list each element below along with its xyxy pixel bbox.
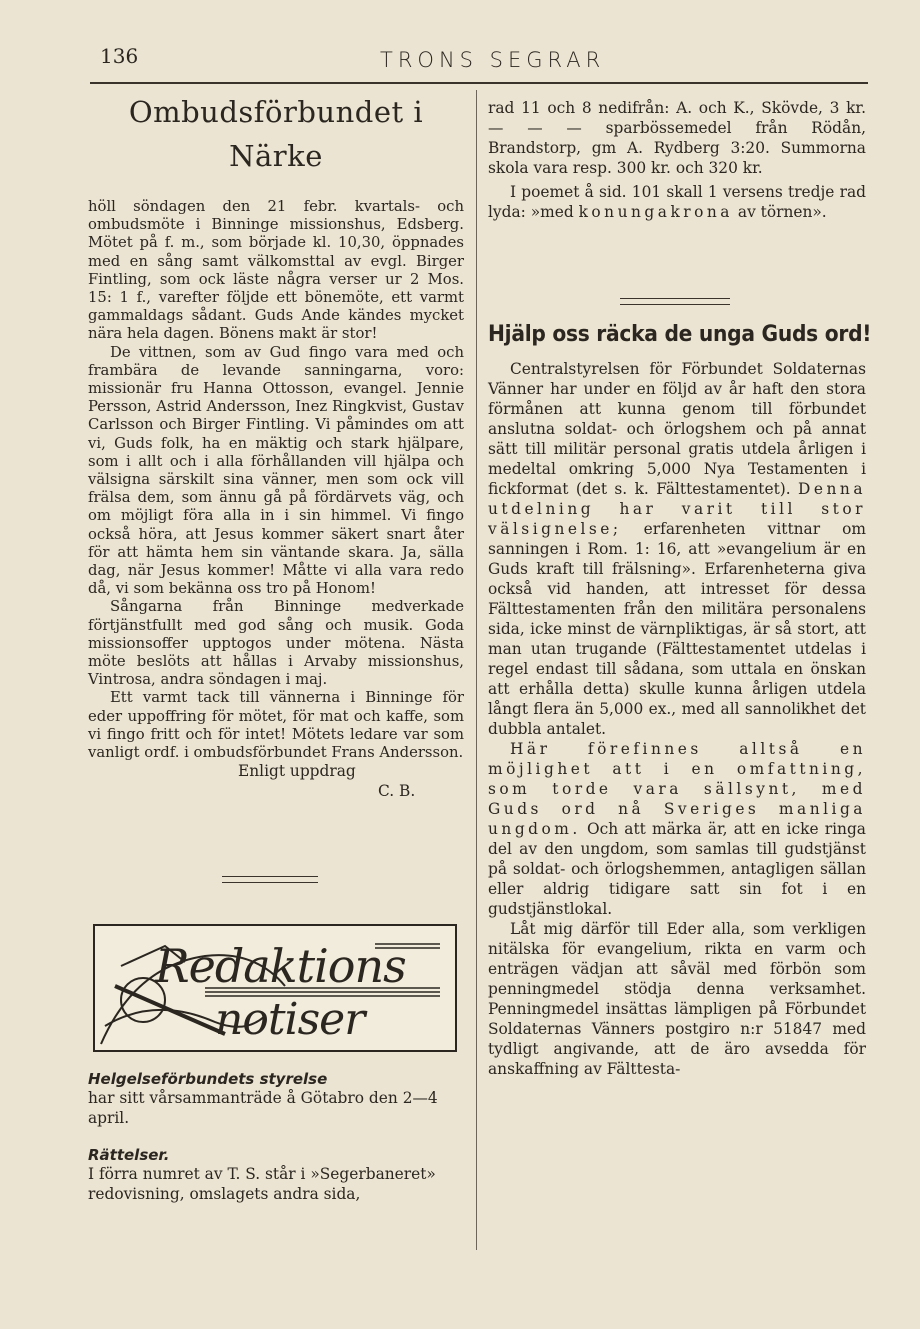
- notice-text: har sitt vårsammanträde å Götabro den 2—4 april.: [88, 1089, 438, 1127]
- article-paragraph: Här förefinnes alltså en möjlighet att i en omfattning, som torde vara sällsynt, med Guds ord nå Sveriges manliga ungdom. Och att märka är, att en icke ringa del av den ungdom, som samlas till gudstjänst på soldat- och örlogshemmen, antagligen sällan eller aldrig tidigare satt sin fot i en gudstjänstlokal.: [488, 740, 866, 918]
- article-paragraph: Låt mig därför till Eder alla, som verkligen nitälska för evangelium, rikta en varm och enträgen vädjan att såväl med förbön som penningmedel stödja denna verksamhet. Penningmedel insättas lämpligen på Förbundet Soldaternas Vänners postgiro n:r 51847 med tydligt angivande, att de äro avsedda för anskaffning av Fälttesta-: [488, 920, 866, 1078]
- article-title-line1: Ombudsförbundet i: [128, 95, 424, 129]
- notice-text: I förra numret av T. S. står i »Segerbaneret» redovisning, omslagets andra sida,: [88, 1165, 436, 1203]
- article-signoff: [88, 762, 464, 802]
- notice-title: Rättelser.: [88, 1146, 170, 1164]
- editorial-notes-banner: [93, 924, 457, 1052]
- left-column: [88, 90, 464, 802]
- article-paragraph: Sångarna från Binninge medverkade förtjänstfullt med god sång och musik. Goda missionsoffer upptogos under mötena. Nästa möte beslöts att hållas i Arvaby missionshus, Vintrosa, andra söndagen i maj.: [88, 598, 464, 689]
- article-paragraph: höll söndagen den 21 febr. kvartals- och ombudsmöte i Binninge missionshus, Edsberg. Mötet på f. m., som började kl. 10,30, öppnades med en sång samt välkomsttal av evgl. Birger Fintling, som ock läste några verser ur 2 Mos. 15: 1 f., varefter följde ett bönemöte, ett varmt gammaldags sådant. Guds Ande kändes mycket nära hela dagen. Bönens makt är stor!: [88, 198, 464, 343]
- svg-text:Redaktions: Redaktions: [155, 939, 406, 993]
- right-column-article: [488, 322, 872, 1079]
- article-paragraph: Centralstyrelsen för Förbundet Soldaternas Vänner har under en följd av år haft den stora förmånen att kunna genom till förbundet anslutna soldat- och örlogshem och på annat sätt till militär personal gratis utdela årligen i medeltal omkring 5,000 Nya Testamenten i fickformat (det s. k. Fälttestamentet). Denna utdelning har varit till stor välsignelse; erfarenheten vittnar om sanningen i Rom. 1: 16, att »evangelium är en Guds kraft till frälsning». Erfarenheterna giva också vid handen, att intresset för dessa Fälttestamenten från den militära personalens sida, icke minst de värnpliktigas, är så stort, att man utan trugande (Fälttestamentet utdelas i regel endast till sådana, som uttala en önskan att erhålla detta) skulle kunna årligen utdela långt flera än 5,000 ex., med all sannolikhet det dubbla antalet.: [488, 360, 866, 738]
- article-title: [88, 90, 464, 178]
- column-divider: [476, 90, 477, 1250]
- journal-title: TRONS SEGRAR: [380, 48, 606, 72]
- article-paragraph: De vittnen, som av Gud fingo vara med och frambära de levande sanningarna, voro: missionär fru Hanna Ottosson, evangel. Jennie Persson, Astrid Andersson, Inez Ringkvist, Gustav Carlsson och Birger Fintling. Vi påmindes om att vi, Guds folk, ha en mäktig och stark hjälpare, som i allt och i alla förhållanden vill hjälpa och välsigna särskilt sina vänner, men som ock vill frälsa dem, som ännu gå på fördärvets väg, och om möjligt föra alla in i sin himmel. Vi fingo också höra, att Jesus kommer säkert snart åter för att hämta hem sin väntande skara. Ja, sälla dag, när Jesus kommer! Måtte vi alla vara redo då, vi som bekänna oss tro på Honom!: [88, 343, 464, 598]
- svg-text:notiser: notiser: [215, 994, 365, 1045]
- section-divider: [620, 298, 730, 305]
- notice-title: Helgelseförbundets styrelse: [88, 1070, 328, 1088]
- notices-section: [88, 1070, 464, 1204]
- article-paragraph: Ett varmt tack till vännerna i Binninge för eder uppoffring för mötet, för mat och kaffe, som vi fingo fritt och för intet! Mötets ledare var som vanligt ordf. i ombudsförbundet Frans Andersson.: [88, 689, 464, 762]
- article-title-line2: Närke: [229, 139, 323, 173]
- signoff-initials: C. B.: [378, 782, 416, 801]
- corrections-paragraph: rad 11 och 8 nedifrån: A. och K., Skövde, 3 kr. — — — sparbössemedel från Rödån, Brandstorp, gm A. Rydberg 3:20. Summorna skola vara resp. 300 kr. och 320 kr.: [488, 99, 866, 177]
- right-column: [488, 98, 866, 222]
- article-title: Hjälp oss räcka de unga Guds ord!: [488, 322, 872, 347]
- header-rule: [90, 82, 868, 84]
- signoff-text: Enligt uppdrag: [238, 762, 356, 781]
- page-header: [90, 44, 870, 80]
- banner-illustration: [95, 926, 455, 1050]
- section-divider: [222, 876, 318, 883]
- page-number: 136: [100, 44, 139, 68]
- corrections-paragraph: I poemet å sid. 101 skall 1 versens tredje rad lyda: »med konungakrona av törnen».: [488, 183, 866, 221]
